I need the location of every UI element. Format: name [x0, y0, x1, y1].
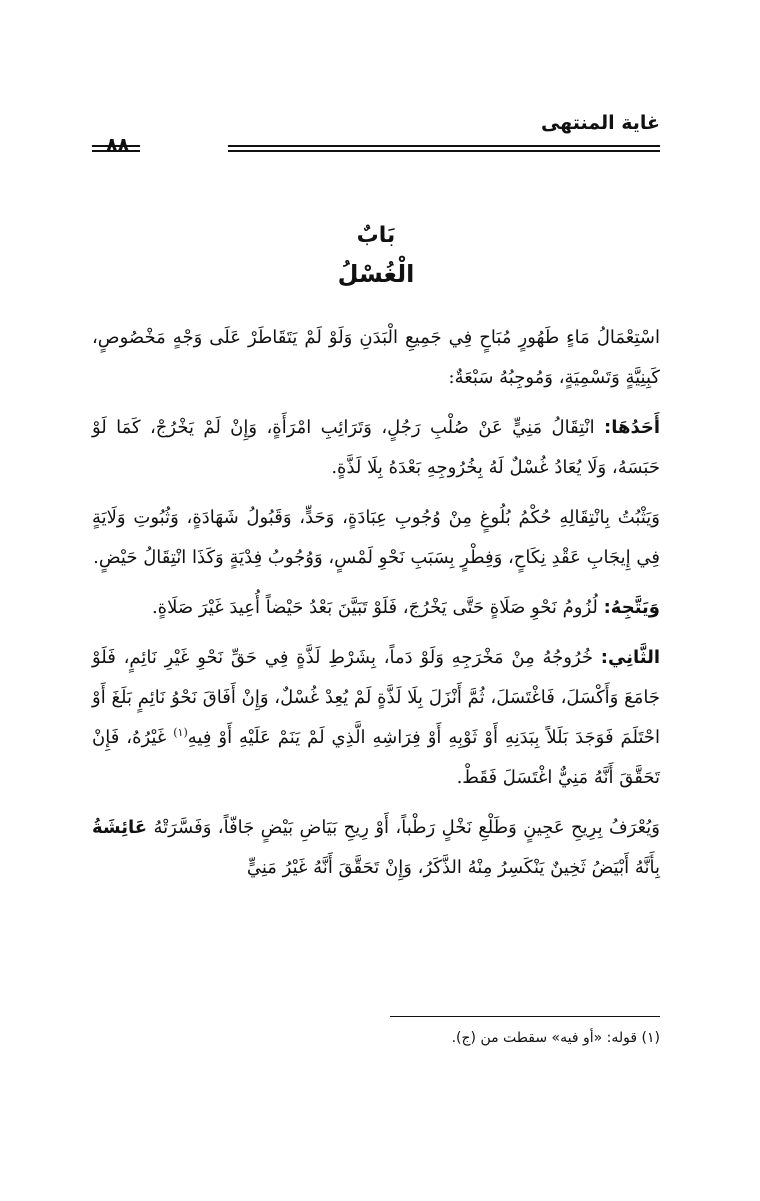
book-title: غاية المنتهى — [540, 112, 660, 134]
chapter-heading — [92, 218, 660, 294]
footnote-marker: (١) — [173, 726, 188, 739]
paragraph-lead: أَحَدُهَا: — [604, 417, 660, 438]
body-text — [92, 318, 660, 898]
paragraph-text: وَيُعْرَفُ بِرِيحِ عَجِينٍ وَطَلْعِ نَخْلٍ رَطْباً، أَوْ رِيحِ بَيَاضِ بَيْضٍ جَافّاً، وَفَسَّرَتْهُ — [147, 817, 660, 838]
paragraph-text: انْتِقَالُ مَنِيٍّ عَنْ صُلْبِ رَجُلٍ، وَتَرَائِبِ امْرَأَةٍ، وَإِنْ لَمْ يَخْرُجْ، كَمَا لَوْ حَبَسَهُ، وَلَا يُعَادُ غُسْلٌ لَهُ بِخُرُوجِهِ بَعْدَهُ بِلَا لَذَّةٍ. — [92, 417, 660, 478]
chapter-title: الْغُسْلُ — [337, 260, 415, 288]
page-header — [92, 112, 660, 156]
paragraph-identification — [92, 808, 660, 888]
paragraph-first-cause — [92, 408, 660, 488]
paragraph-puberty-rulings — [92, 498, 660, 578]
paragraph-lead: وَيَتَّجِهُ: — [603, 597, 660, 618]
paragraph-text: غَيْرُهُ، فَإِنْ تَحَقَّقَ أَنَّهُ مَنِيٌّ اغْتَسَلَ فَقَطْ. — [92, 727, 660, 788]
chapter-label: بَابٌ — [356, 223, 396, 248]
page-number: ٨٨ — [106, 134, 130, 156]
paragraph-text: لُزُومُ نَحْوِ صَلَاةٍ حَتَّى يَخْرُجَ، فَلَوْ تَبَيَّنَ بَعْدُ حَيْضاً أُعِيدَ غَيْرَ صَلَاةٍ. — [151, 597, 604, 618]
paragraph-text: بِأَنَّهُ أَبْيَضُ ثَخِينٌ يَنْكَسِرُ مِنْهُ الذَّكَرُ، وَإِنْ تَحَقَّقَ أَنَّهُ غَيْرُ مَنِيٍّ — [246, 857, 660, 878]
proper-name: عَائِشَةُ — [92, 817, 148, 838]
header-rule-long — [228, 145, 660, 152]
paragraph-text: وَيَثْبُتُ بِانْتِقَالِهِ حُكْمُ بُلُوغٍ مِنْ وُجُوبِ عِبَادَةٍ، وَحَدٍّ، وَقَبُولُ شَهَادَةٍ، وَثُبُوتِ وَلَايَةٍ فِي إِيجَابِ عَقْدِ نِكَاحٍ، وَفِطْرٍ بِسَبَبِ نَحْوِ لَمْسٍ، وَوُجُوبُ فِدْيَةٍ وَكَذَا انْتِقَالُ حَيْضٍ. — [92, 507, 660, 568]
paragraph-yattajih — [92, 588, 660, 628]
paragraph-second-cause — [92, 638, 660, 798]
footnote-divider — [390, 1016, 660, 1017]
paragraph-text: اسْتِعْمَالُ مَاءٍ طَهُورٍ مُبَاحٍ فِي جَمِيعِ الْبَدَنِ وَلَوْ لَمْ يَتَقَاطَرْ عَلَى وَجْهٍ مَخْصُوصٍ، كَبِنِيَّةٍ وَتَسْمِيَةٍ، وَمُوجِبُهُ سَبْعَةٌ: — [92, 327, 660, 388]
paragraph-lead: الثَّانِي: — [600, 647, 660, 668]
paragraph-intro — [92, 318, 660, 398]
footnote: (١) قوله: «أو فيه» سقطت من (ج). — [451, 1030, 660, 1046]
header-rule-short — [92, 145, 140, 152]
paragraph-text: خُرُوجُهُ مِنْ مَخْرَجِهِ وَلَوْ دَماً، بِشَرْطِ لَذَّةٍ فِي حَقِّ نَحْوِ غَيْرِ نَائِمٍ، فَلَوْ جَامَعَ وَأَكْسَلَ، فَاغْتَسَلَ، ثُمَّ أَنْزَلَ بِلَا لَذَّةٍ لَمْ يُعِدْ غُسْلٌ، وَإِنْ أَفَاقَ نَحْوُ نَائِمٍ بَلَغَ أَوْ احْتَلَمَ فَوَجَدَ بَلَلاً بِبَدَنِهِ أَوْ ثَوْبِهِ أَوْ فِرَاشِهِ الَّذِي لَمْ يَنَمْ عَلَيْهِ أَوْ فِيهِ — [92, 647, 660, 748]
